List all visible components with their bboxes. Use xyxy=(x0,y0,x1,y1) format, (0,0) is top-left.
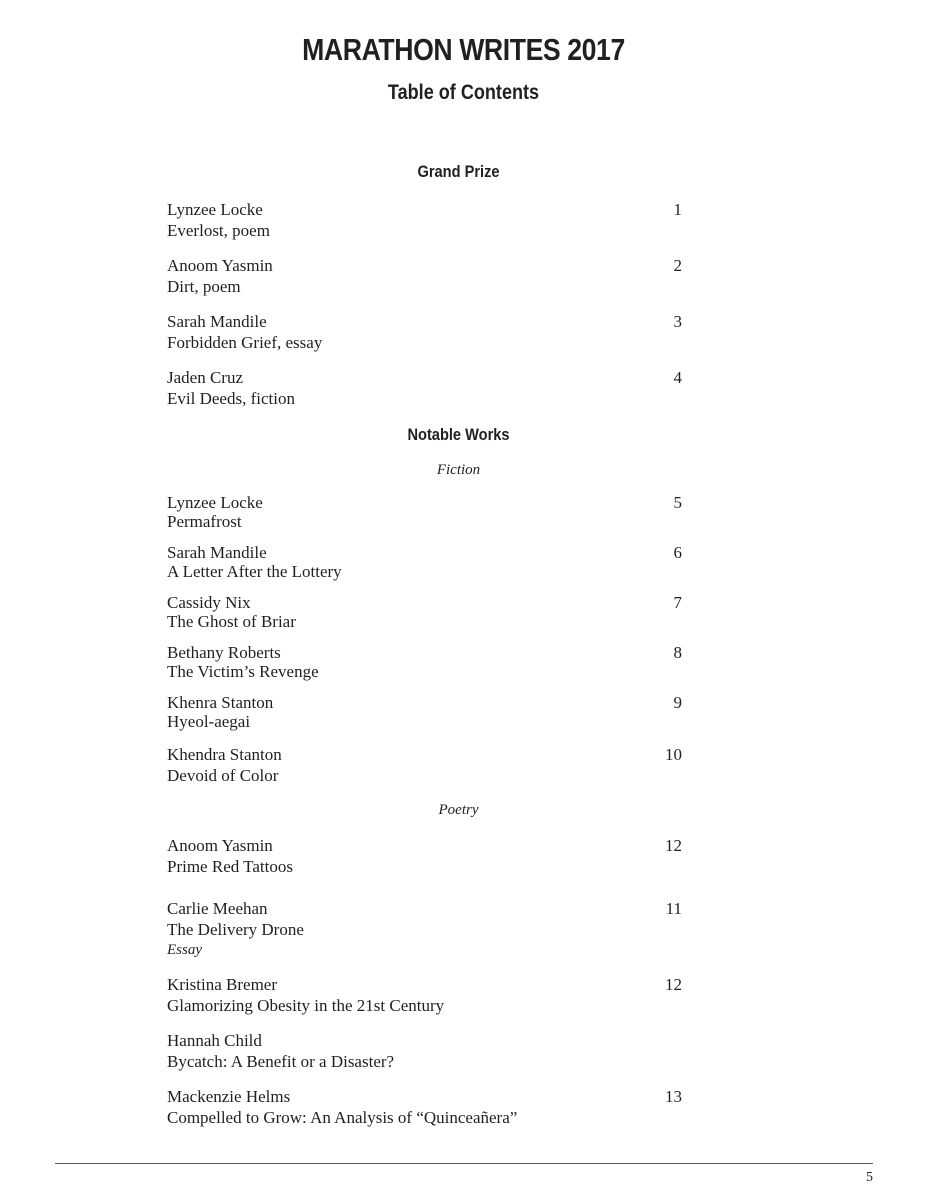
entry-author: Bethany Roberts xyxy=(167,643,281,662)
toc-entry xyxy=(167,692,682,731)
entry-work: Evil Deeds, fiction xyxy=(167,389,295,408)
notable-works-heading: Notable Works xyxy=(407,425,510,444)
toc-entry xyxy=(167,311,682,353)
toc-entry xyxy=(167,255,682,297)
entry-work: Hyeol-aegai xyxy=(167,712,251,731)
entry-work: Permafrost xyxy=(167,512,242,531)
entry-work: Forbidden Grief, essay xyxy=(167,333,323,352)
entry-work: Devoid of Color xyxy=(167,766,279,785)
entry-work: Prime Red Tattoos xyxy=(167,857,293,876)
entry-page-number: 8 xyxy=(673,643,682,662)
toc-entry xyxy=(167,542,682,581)
entry-work: Dirt, poem xyxy=(167,277,241,296)
entry-work: Bycatch: A Benefit or a Disaster? xyxy=(167,1052,395,1071)
entry-page-number: 10 xyxy=(665,745,682,764)
entry-work: The Victim’s Revenge xyxy=(167,662,319,681)
toc-entry xyxy=(167,744,682,786)
entry-work: The Ghost of Briar xyxy=(167,612,296,631)
toc-entry xyxy=(167,492,682,531)
entry-page-number: 9 xyxy=(673,693,682,712)
entry-author: Khenra Stanton xyxy=(167,693,274,712)
entry-work: The Delivery Drone xyxy=(167,920,304,939)
entry-page-number: 12 xyxy=(665,975,682,994)
entry-author: Carlie Meehan xyxy=(167,899,268,918)
entry-work: A Letter After the Lottery xyxy=(167,562,342,581)
fiction-subheading: Fiction xyxy=(436,462,481,478)
entry-author: Jaden Cruz xyxy=(167,368,244,387)
entry-author: Lynzee Locke xyxy=(167,200,263,219)
entry-author: Lynzee Locke xyxy=(167,493,263,512)
entry-author: Khendra Stanton xyxy=(167,745,282,764)
entry-page-number: 1 xyxy=(673,200,682,219)
entry-page-number: 2 xyxy=(673,256,682,275)
entry-author: Cassidy Nix xyxy=(167,593,251,612)
entry-author: Sarah Mandile xyxy=(167,312,267,331)
toc-entry xyxy=(167,367,682,409)
entry-work: Glamorizing Obesity in the 21st Century xyxy=(167,996,445,1015)
grand-prize-heading: Grand Prize xyxy=(417,162,500,181)
entry-page-number: 13 xyxy=(665,1087,682,1106)
footer-divider xyxy=(55,1163,873,1164)
footer-page-number: 5 xyxy=(866,1170,873,1185)
entry-work: Compelled to Grow: An Analysis of “Quinceañera” xyxy=(167,1108,518,1127)
entry-author: Sarah Mandile xyxy=(167,543,267,562)
entry-page-number: 12 xyxy=(665,836,682,855)
poetry-subheading: Poetry xyxy=(438,802,479,818)
entry-page-number: 7 xyxy=(673,593,682,612)
entry-work: Everlost, poem xyxy=(167,221,270,240)
essay-subheading: Essay xyxy=(167,942,202,958)
toc-entry xyxy=(167,199,682,241)
entry-author: Kristina Bremer xyxy=(167,975,277,994)
toc-entry xyxy=(167,1086,682,1128)
entry-page-number: 5 xyxy=(673,493,682,512)
entry-page-number: 4 xyxy=(673,368,682,387)
toc-entry xyxy=(167,642,682,681)
entry-author: Mackenzie Helms xyxy=(167,1087,291,1106)
toc-entry xyxy=(167,898,682,960)
toc-entry xyxy=(167,592,682,631)
entry-author: Hannah Child xyxy=(167,1031,262,1050)
toc-entry xyxy=(167,835,682,877)
toc-entry xyxy=(167,974,682,1016)
toc-entry xyxy=(167,1030,682,1072)
entry-page-number: 11 xyxy=(665,899,682,918)
page-title: MARATHON WRITES 2017 xyxy=(302,32,625,67)
entry-author: Anoom Yasmin xyxy=(167,256,273,275)
page-subtitle: Table of Contents xyxy=(387,81,540,104)
entry-author: Anoom Yasmin xyxy=(167,836,273,855)
entry-page-number: 3 xyxy=(673,312,682,331)
entry-page-number: 6 xyxy=(673,543,682,562)
